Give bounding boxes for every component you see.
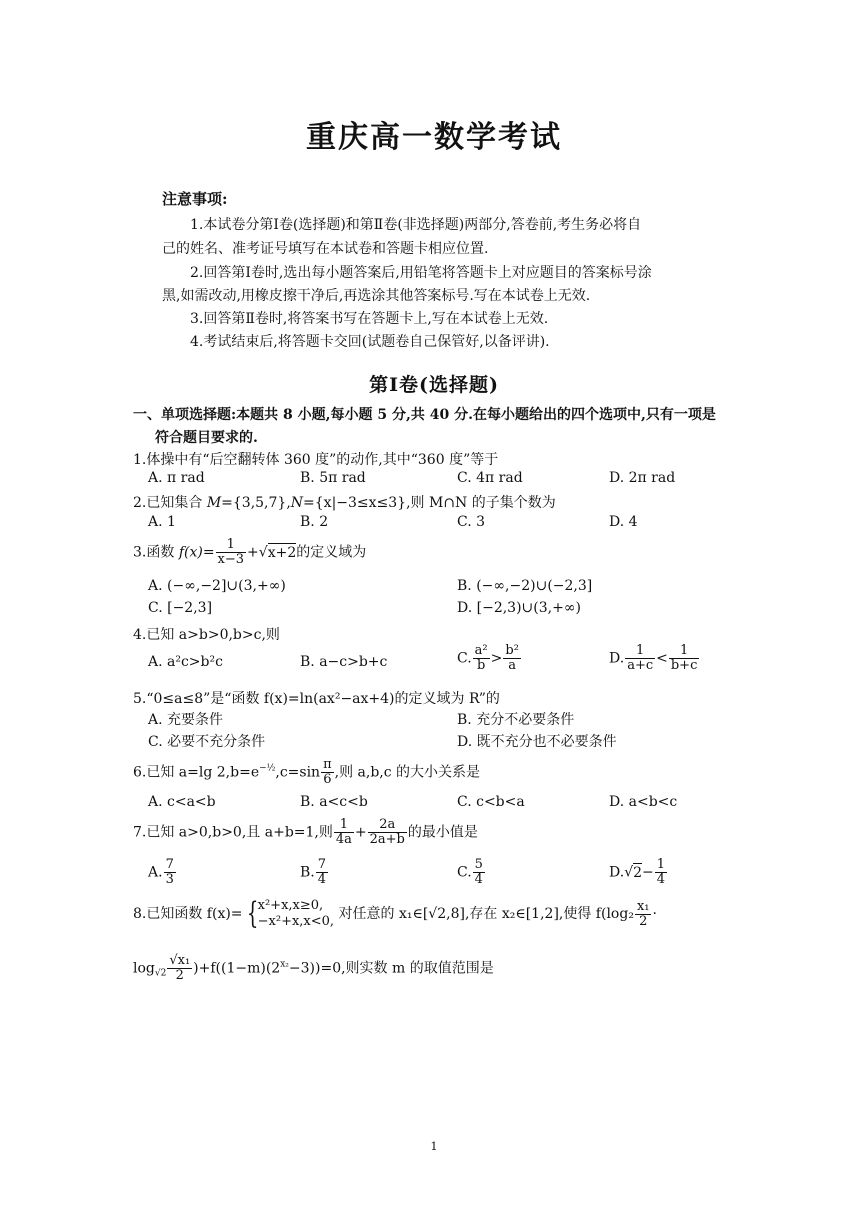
q8-fraction bbox=[635, 900, 652, 929]
q7-c-frac bbox=[473, 858, 485, 887]
q7-d-frac bbox=[655, 858, 667, 887]
q8-line2-base: √2 bbox=[154, 968, 167, 979]
question-8-stem-line1 bbox=[133, 898, 657, 930]
part-intro-line2: 符合题目要求的. bbox=[155, 430, 258, 446]
q7-d-den: 4 bbox=[656, 872, 666, 887]
q8-line2-frac-den: 2 bbox=[175, 968, 184, 983]
q8-case-2: −x²+x,x<0, bbox=[257, 914, 335, 929]
q7-b-den: 4 bbox=[317, 872, 327, 887]
q4-option-d bbox=[609, 644, 700, 673]
q6-option-d: D. a<b<c bbox=[609, 794, 678, 810]
q2-option-a: A. 1 bbox=[148, 514, 176, 530]
q7-frac-1 bbox=[334, 818, 354, 847]
q7-c-den: 4 bbox=[474, 872, 483, 887]
q7-f2-num: 2a bbox=[368, 818, 407, 833]
q7-c-num: 5 bbox=[474, 857, 483, 872]
q8-line2-frac-num: √x₁ bbox=[169, 953, 191, 968]
q8-line2-fraction bbox=[167, 954, 192, 983]
q3-frac-num: 1 bbox=[216, 538, 247, 553]
q7-frac-2 bbox=[368, 818, 407, 847]
q5-option-b: B. 充分不必要条件 bbox=[457, 712, 575, 728]
q7-f1-den: 4a bbox=[335, 832, 352, 847]
q4-c-den-1: b bbox=[476, 658, 486, 673]
q7-f2-den: 2a+b bbox=[369, 832, 405, 847]
q2-option-c: C. 3 bbox=[457, 514, 486, 530]
question-2-stem bbox=[133, 492, 556, 512]
question-6-stem bbox=[133, 758, 480, 787]
q6-option-a: A. c<a<b bbox=[148, 794, 216, 810]
q7-option-a bbox=[148, 858, 177, 887]
q8-frac-den: 2 bbox=[639, 913, 648, 929]
q7-stem-a: 7.已知 a>0,b>0,且 a+b=1,则 bbox=[133, 824, 333, 841]
q6-stem-a: 6.已知 a=lg 2,b=e bbox=[133, 764, 260, 781]
q4-d-frac-1 bbox=[625, 644, 655, 673]
q7-option-a-label: A. bbox=[148, 864, 163, 881]
q3-option-b: B. (−∞,−2)∪(−2,3] bbox=[457, 578, 593, 594]
q6-frac-den: 6 bbox=[323, 772, 332, 787]
q7-a-frac bbox=[164, 858, 176, 887]
notice-line: 2.回答第Ⅰ卷时,选出每小题答案后,用铅笔将答题卡上对应题目的答案标号涂 bbox=[190, 265, 652, 281]
q7-f1-num: 1 bbox=[334, 818, 354, 833]
q3-option-a: A. (−∞,−2]∪(3,+∞) bbox=[148, 578, 286, 594]
notice-line: 3.回答第Ⅱ卷时,将答案书写在答题卡上,写在本试卷上无效. bbox=[190, 311, 549, 327]
q8-stem-a: 8.已知函数 f(x)= bbox=[133, 906, 243, 922]
q5-option-c: C. 必要不充分条件 bbox=[148, 734, 266, 750]
notice-heading: 注意事项: bbox=[162, 190, 228, 208]
q6-exponent: −½ bbox=[259, 763, 276, 774]
q8-line2-b: )+f((1−m)(2 bbox=[193, 960, 281, 977]
q8-line2-log: log bbox=[133, 960, 155, 977]
q3-option-c: C. [−2,3] bbox=[148, 600, 213, 616]
q8-case-1: x²+x,x≥0, bbox=[257, 898, 324, 913]
q8-frac-num: x₁ bbox=[636, 898, 650, 914]
q4-option-a: A. a²c>b²c bbox=[148, 654, 223, 670]
q3-function: f(x)= bbox=[178, 544, 215, 561]
q7-a-den: 3 bbox=[165, 872, 174, 887]
q4-option-b: B. a−c>b+c bbox=[300, 654, 388, 670]
question-7-stem bbox=[133, 818, 478, 847]
q4-c-relation: > bbox=[490, 650, 503, 667]
q4-option-c-label: C. bbox=[457, 650, 472, 667]
page-number: 1 bbox=[430, 1140, 438, 1153]
q4-d-den-2: b+c bbox=[670, 658, 698, 673]
q2-option-b: B. 2 bbox=[300, 514, 329, 530]
q2-set-m: M bbox=[206, 495, 222, 511]
q3-option-d: D. [−2,3)∪(3,+∞) bbox=[457, 600, 581, 616]
q7-b-num: 7 bbox=[317, 857, 327, 872]
q4-option-c bbox=[457, 644, 522, 673]
part-intro-line1: 一、单项选择题:本题共 8 小题,每小题 5 分,共 40 分.在每小题给出的四个选项中,只有一项是 bbox=[133, 407, 716, 423]
q2-option-d: D. 4 bbox=[609, 514, 638, 530]
q7-option-b bbox=[300, 858, 329, 887]
q3-sqrt: x+2 bbox=[267, 544, 297, 561]
q3-prefix: 3.函数 bbox=[133, 544, 179, 561]
notice-line: 黑,如需改动,用橡皮擦干净后,再选涂其他答案标号.写在本试卷上无效. bbox=[162, 288, 591, 304]
q4-c-num-2: b² bbox=[505, 643, 519, 658]
q7-option-d-label: D. bbox=[609, 864, 625, 881]
q6-frac-num: π bbox=[323, 757, 332, 772]
q1-option-d: D. 2π rad bbox=[609, 470, 676, 486]
q3-plus: + bbox=[247, 544, 259, 561]
q2-stem-e: ={x|−3≤x≤3},则 M∩N 的子集个数为 bbox=[303, 495, 556, 511]
notice-line: 4.考试结束后,将答题卡交回(试题卷自己保管好,以备评讲). bbox=[190, 334, 550, 350]
q6-option-b: B. a<c<b bbox=[300, 794, 368, 810]
q8-stem-b: 对任意的 x₁∈[√2,8],存在 x₂∈[1,2],使得 f(log₂ bbox=[338, 906, 634, 922]
q2-stem-a: 2.已知集合 bbox=[133, 495, 207, 511]
question-5-stem: 5.“0≤a≤8”是“函数 f(x)=ln(ax²−ax+4)的定义域为 R”的 bbox=[133, 691, 500, 707]
notice-line: 1.本试卷分第Ⅰ卷(选择题)和第Ⅱ卷(非选择题)两部分,答卷前,考生务必将自 bbox=[190, 217, 642, 233]
notice-line: 己的姓名、准考证号填写在本试卷和答题卡相应位置. bbox=[162, 241, 489, 257]
q2-set-n: N bbox=[290, 495, 304, 511]
section-title: 第Ⅰ卷(选择题) bbox=[369, 374, 499, 396]
q3-fraction bbox=[216, 538, 247, 567]
q1-option-a: A. π rad bbox=[148, 470, 205, 486]
q8-brace: { bbox=[246, 896, 258, 931]
q7-option-c-label: C. bbox=[457, 864, 472, 881]
q7-plus: + bbox=[354, 824, 367, 841]
q7-d-num: 1 bbox=[656, 857, 666, 872]
q8-stem-c: · bbox=[652, 906, 657, 922]
q6-fraction bbox=[321, 758, 334, 787]
question-1-stem: 1.体操中有“后空翻转体 360 度”的动作,其中“360 度”等于 bbox=[133, 452, 499, 468]
q7-b-frac bbox=[316, 858, 328, 887]
q2-stem-c: ={3,5,7}, bbox=[221, 495, 291, 511]
question-4-stem: 4.已知 a>b>0,b>c,则 bbox=[133, 627, 280, 643]
q4-d-num-1: 1 bbox=[625, 644, 655, 659]
q7-stem-b: 的最小值是 bbox=[407, 824, 478, 841]
q4-c-frac-1 bbox=[473, 644, 490, 673]
q7-option-d: D.√2− $\frac{1}{4}$ bbox=[609, 857, 666, 887]
q4-d-den-1: a+c bbox=[627, 658, 654, 673]
q5-option-d: D. 既不充分也不必要条件 bbox=[457, 734, 617, 750]
q8-cases bbox=[258, 898, 334, 930]
q7-d-root: 2 bbox=[633, 864, 643, 881]
q4-c-frac-2 bbox=[503, 644, 521, 673]
q8-line2-exponent: x₂ bbox=[280, 959, 289, 970]
q3-suffix: 的定义域为 bbox=[296, 544, 367, 561]
question-8-stem-line2 bbox=[133, 954, 494, 983]
q7-option-c bbox=[457, 858, 486, 887]
q7-option-b-label: B. bbox=[300, 864, 315, 881]
q8-line2-c: −3))=0,则实数 m 的取值范围是 bbox=[288, 960, 494, 977]
exam-title: 重庆高一数学考试 bbox=[306, 120, 562, 155]
q7-d-minus: − bbox=[642, 864, 654, 881]
q1-option-b: B. 5π rad bbox=[300, 470, 366, 486]
q4-c-num-1: a² bbox=[474, 643, 488, 658]
q4-d-relation: < bbox=[656, 650, 668, 667]
q5-option-a: A. 充要条件 bbox=[148, 712, 224, 728]
q4-option-d-label: D. bbox=[609, 650, 625, 667]
q4-d-num-2: 1 bbox=[669, 644, 700, 659]
q3-frac-den: x−3 bbox=[217, 552, 245, 567]
q6-option-c: C. c<b<a bbox=[457, 794, 525, 810]
q4-d-frac-2 bbox=[669, 644, 700, 673]
q7-a-num: 7 bbox=[165, 857, 174, 872]
question-3-stem: 3.函数 f(x)= $\frac{1}{x-3}$ +√x+2的定义域为 bbox=[133, 537, 367, 567]
q6-stem-b: ,c=sin bbox=[275, 764, 321, 781]
q4-c-den-2: a bbox=[508, 658, 517, 673]
q1-option-c: C. 4π rad bbox=[457, 470, 523, 486]
q6-stem-c: ,则 a,b,c 的大小关系是 bbox=[334, 764, 481, 781]
